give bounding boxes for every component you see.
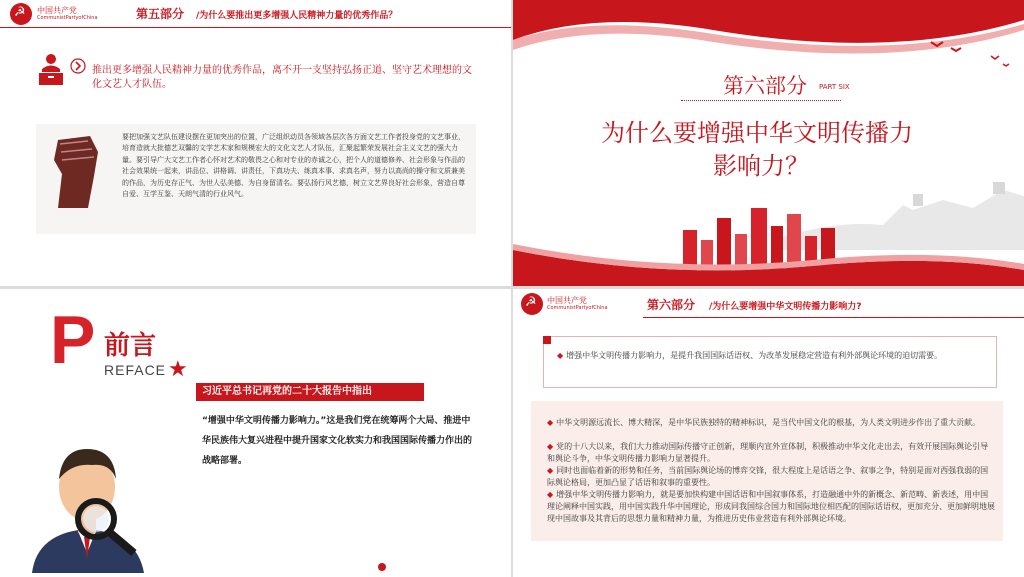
big-letter: P — [50, 302, 96, 378]
slide-header — [513, 291, 1024, 319]
corner-mark — [543, 336, 551, 344]
logo-en: CommunistPartyofChina — [547, 305, 608, 311]
slide-title: 前言 — [104, 331, 157, 361]
star-icon: ★ — [168, 357, 188, 382]
raised-fist-icon — [44, 130, 104, 210]
section-label: 第六部分 — [647, 298, 696, 312]
chevron-right-icon — [70, 58, 86, 74]
logo-en: CommunistPartyofChina — [37, 15, 98, 21]
section-subtitle: /为什么要增强中华文明传播力影响力? — [709, 302, 862, 312]
diamond-bullet-icon: ◆ — [547, 442, 554, 451]
slide-1[interactable] — [0, 0, 511, 286]
section-label: 第五部分 — [136, 7, 185, 21]
list-item — [547, 465, 995, 489]
part-en: PART SIX — [819, 83, 850, 91]
list-item-text: 同时也面临着新的形势和任务，当前国际舆论场的博弈交锋，很大程度上是话语之争、叙事之争，特别是面对西强我弱的国际舆论格局，更加凸显了话语和叙事的重要性。 — [547, 466, 989, 487]
section-subtitle: /为什么要推出更多增强人民精神力量的优秀作品？ — [196, 11, 398, 21]
party-emblem-icon — [10, 3, 32, 25]
highlight-box — [543, 336, 997, 388]
list-item-text: 党的十八大以来，我们大力推动国际传播守正创新，理顺内宣外宣体制，积极推动中华文化走出去，有效开展国际舆论引导和舆论斗争，中华文明传播力影响力显著提升。 — [547, 442, 989, 463]
diamond-bullet-icon: ◆ — [547, 490, 554, 499]
list-item — [547, 441, 995, 465]
flying-birds-icon — [923, 32, 1023, 72]
question-line-1: 为什么要增强中华文明传播力 — [601, 119, 913, 147]
title-divider — [681, 100, 841, 101]
part-title: 第六部分 — [723, 74, 807, 98]
quote-text: “增强中华文明传播力影响力。”这是我们党在统筹两个大局、推进中华民族伟大复兴进程中提升国家文化软实力和我国国际传播力作出的战略部署。 — [202, 416, 473, 466]
list-item-text: 中华文明源远流长、博大精深，是中华民族独特的精神标识，是当代中国文化的根基，为人类文明进步作出了重大贡献。 — [556, 418, 981, 427]
logo-cn: 中国共产党 — [547, 296, 587, 305]
list-item — [547, 489, 995, 525]
list-item-text: 增强中华文明传播力影响力，就是要加快构建中国话语和中国叙事体系，打造融通中外的新概念、新范畴、新表述，用中国理论阐释中国实践，用中国实践升华中国理论，形成同我国综合国力和国际地位相匹配的国际话语权，更加充分、更加鲜明地展现中国故事及其背后的思想力量和精神力量，为推进历史伟业营造有利外部舆论环境。 — [547, 490, 995, 523]
diamond-bullet-icon: ◆ — [547, 466, 554, 475]
logo-cn: 中国共产党 — [37, 6, 77, 15]
highlight-text — [557, 350, 987, 362]
diamond-bullet-icon: ◆ — [547, 418, 554, 427]
decoration-dot — [378, 563, 386, 571]
lead-statement: 推出更多增强人民精神力量的优秀作品，离不开一支坚持弘扬正道、坚守艺术理想的文化文艺人才队伍。 — [92, 65, 472, 90]
speaker-podium-icon — [36, 52, 66, 86]
diamond-bullet-icon: ◆ — [557, 351, 564, 360]
question-line-2: 影响力？ — [713, 152, 809, 180]
list-item — [547, 417, 995, 429]
slide-3[interactable] — [0, 289, 511, 577]
header-divider — [0, 27, 511, 28]
slide-subtitle-en: REFACE — [104, 362, 167, 378]
quote-banner: 习近平总书记再党的二十大报告中指出 — [196, 383, 424, 401]
slide-header — [0, 0, 511, 28]
slide-4[interactable] — [513, 289, 1024, 577]
slide-2[interactable] — [513, 0, 1024, 286]
man-with-magnifier-illustration — [22, 433, 152, 573]
party-emblem-icon — [521, 293, 543, 315]
body-paragraph: 要把加强文艺队伍建设摆在更加突出的位置，广泛组织动员各领域各层次各方面文艺工作者投身党的文艺事业，培育造就大批德艺双馨的文学艺术家和规模宏大的文化文艺人才队伍，汇聚起繁荣发展社会主义文艺的强大力量。要引导广大文艺工作者心怀对艺术的敬畏之心和对专业的赤诚之心，把个人的道德修养、社会形象与作品的社会效果统一起来，讲品位、讲格调、讲责任，下真功夫、练真本事、求真名声，努力以高尚的操守和文质兼美的作品，为历史存正气、为世人弘美德、为自身留清名。要弘扬行风艺德，树立文艺界良好社会形象，营造自尊自爱、互学互鉴、天朗气清的行业风气。 — [122, 133, 465, 199]
highlight-text-content: 增强中华文明传播力影响力，是提升我国国际话语权、为改革发展稳定营造有利外部舆论环境的迫切需要。 — [566, 351, 943, 360]
red-base-decoration — [513, 240, 1024, 286]
header-divider — [643, 317, 1024, 318]
